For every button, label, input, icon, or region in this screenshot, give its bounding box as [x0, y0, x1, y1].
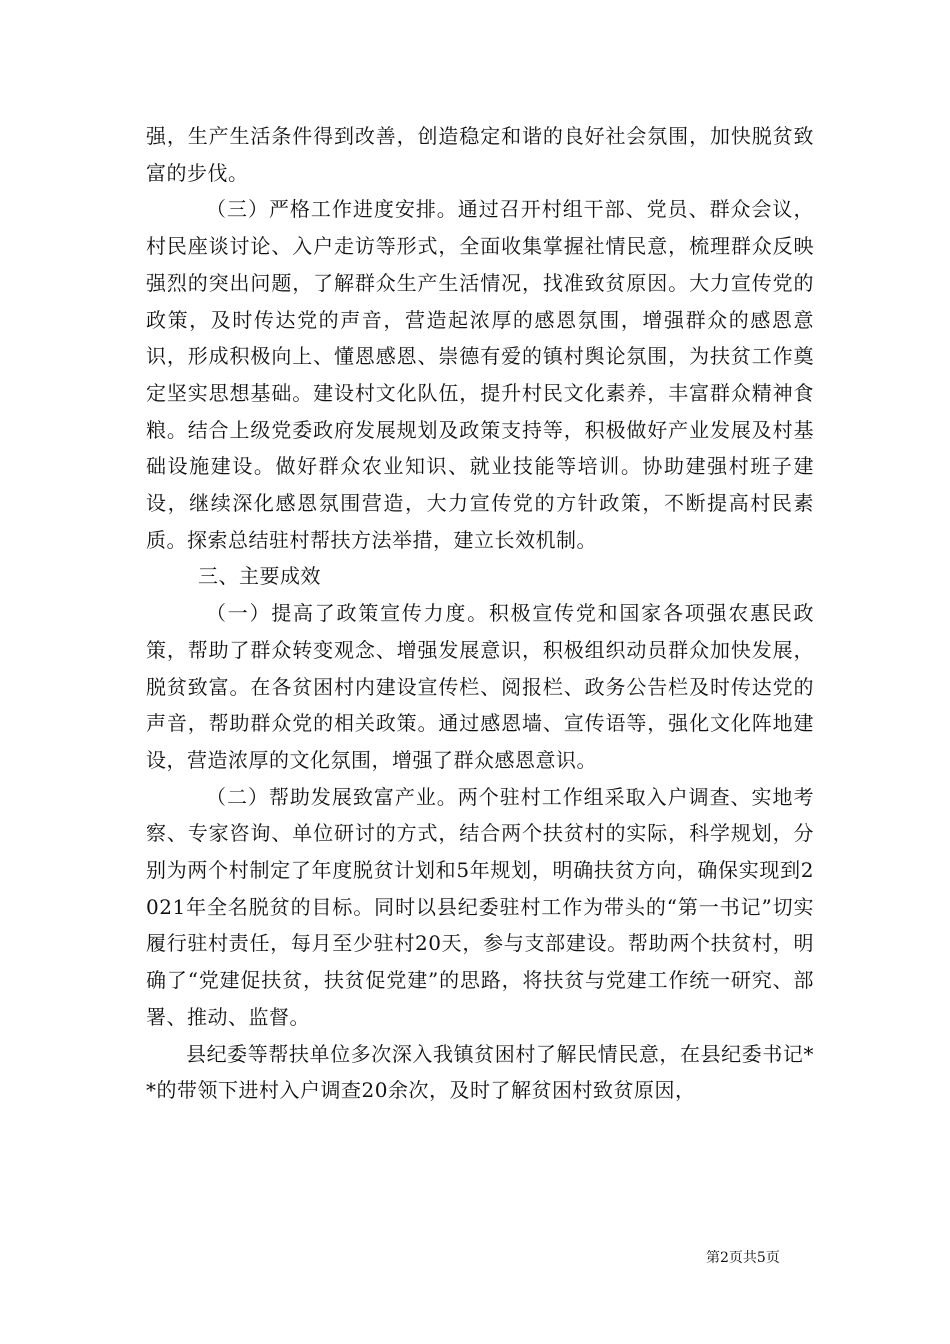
- paragraph-work-schedule: （三）严格工作进度安排。通过召开村组干部、党员、群众会议，村民座谈讨论、入户走访等形式，全面收集掌握社情民意，梳理群众反映强烈的突出问题，了解群众生产生活情况，找准致贫原因。大力宣传党的政策，及时传达党的声音，营造起浓厚的感恩氛围，增强群众的感恩意识，形成积极向上、懂恩感恩、崇德有爱的镇村舆论氛围，为扶贫工作奠定坚实思想基础。建设村文化队伍，提升村民文化素养，丰富群众精神食粮。结合上级党委政府发展规划及政策支持等，积极做好产业发展及村基础设施建设。做好群众农业知识、就业技能等培训。协助建强村班子建设，继续深化感恩氛围营造，大力宣传党的方针政策，不断提高村民素质。探索总结驻村帮扶方法举措，建立长效机制。: [146, 197, 814, 552]
- paragraph-county-commission: 县纪委等帮扶单位多次深入我镇贫困村了解民情民意，在县纪委书记**的带领下进村入户调查20余次，及时了解贫困村致贫原因，: [146, 1041, 814, 1103]
- section-heading-main-results: 三、主要成效: [198, 564, 321, 589]
- paragraph-industry-development: （二）帮助发展致富产业。两个驻村工作组采取入户调查、实地考察、专家咨询、单位研讨的方式，结合两个扶贫村的实际，科学规划，分别为两个村制定了年度脱贫计划和5年规划，明确扶贫方向，确保实现到2021年全名脱贫的目标。同时以县纪委驻村工作为带头的“第一书记”切实履行驻村责任，每月至少驻村20天，参与支部建设。帮助两个扶贫村，明确了“党建促扶贫，扶贫促党建”的思路，将扶贫与党建工作统一研究、部署、推动、监督。: [146, 784, 814, 1029]
- document-body: [146, 118, 814, 1109]
- paragraph-continuation: 强，生产生活条件得到改善，创造稳定和谐的良好社会氛围，加快脱贫致富的步伐。: [146, 124, 814, 185]
- paragraph-policy-publicity: （一）提高了政策宣传力度。积极宣传党和国家各项强农惠民政策，帮助了群众转变观念、增强发展意识，积极组织动员群众加快发展，脱贫致富。在各贫困村内建设宣传栏、阅报栏、政务公告栏及时传达党的声音，帮助群众党的相关政策。通过感恩墙、宣传语等，强化文化阵地建设，营造浓厚的文化氛围，增强了群众感恩意识。: [146, 601, 814, 772]
- page-number-footer: 第2页共5页: [706, 1250, 780, 1266]
